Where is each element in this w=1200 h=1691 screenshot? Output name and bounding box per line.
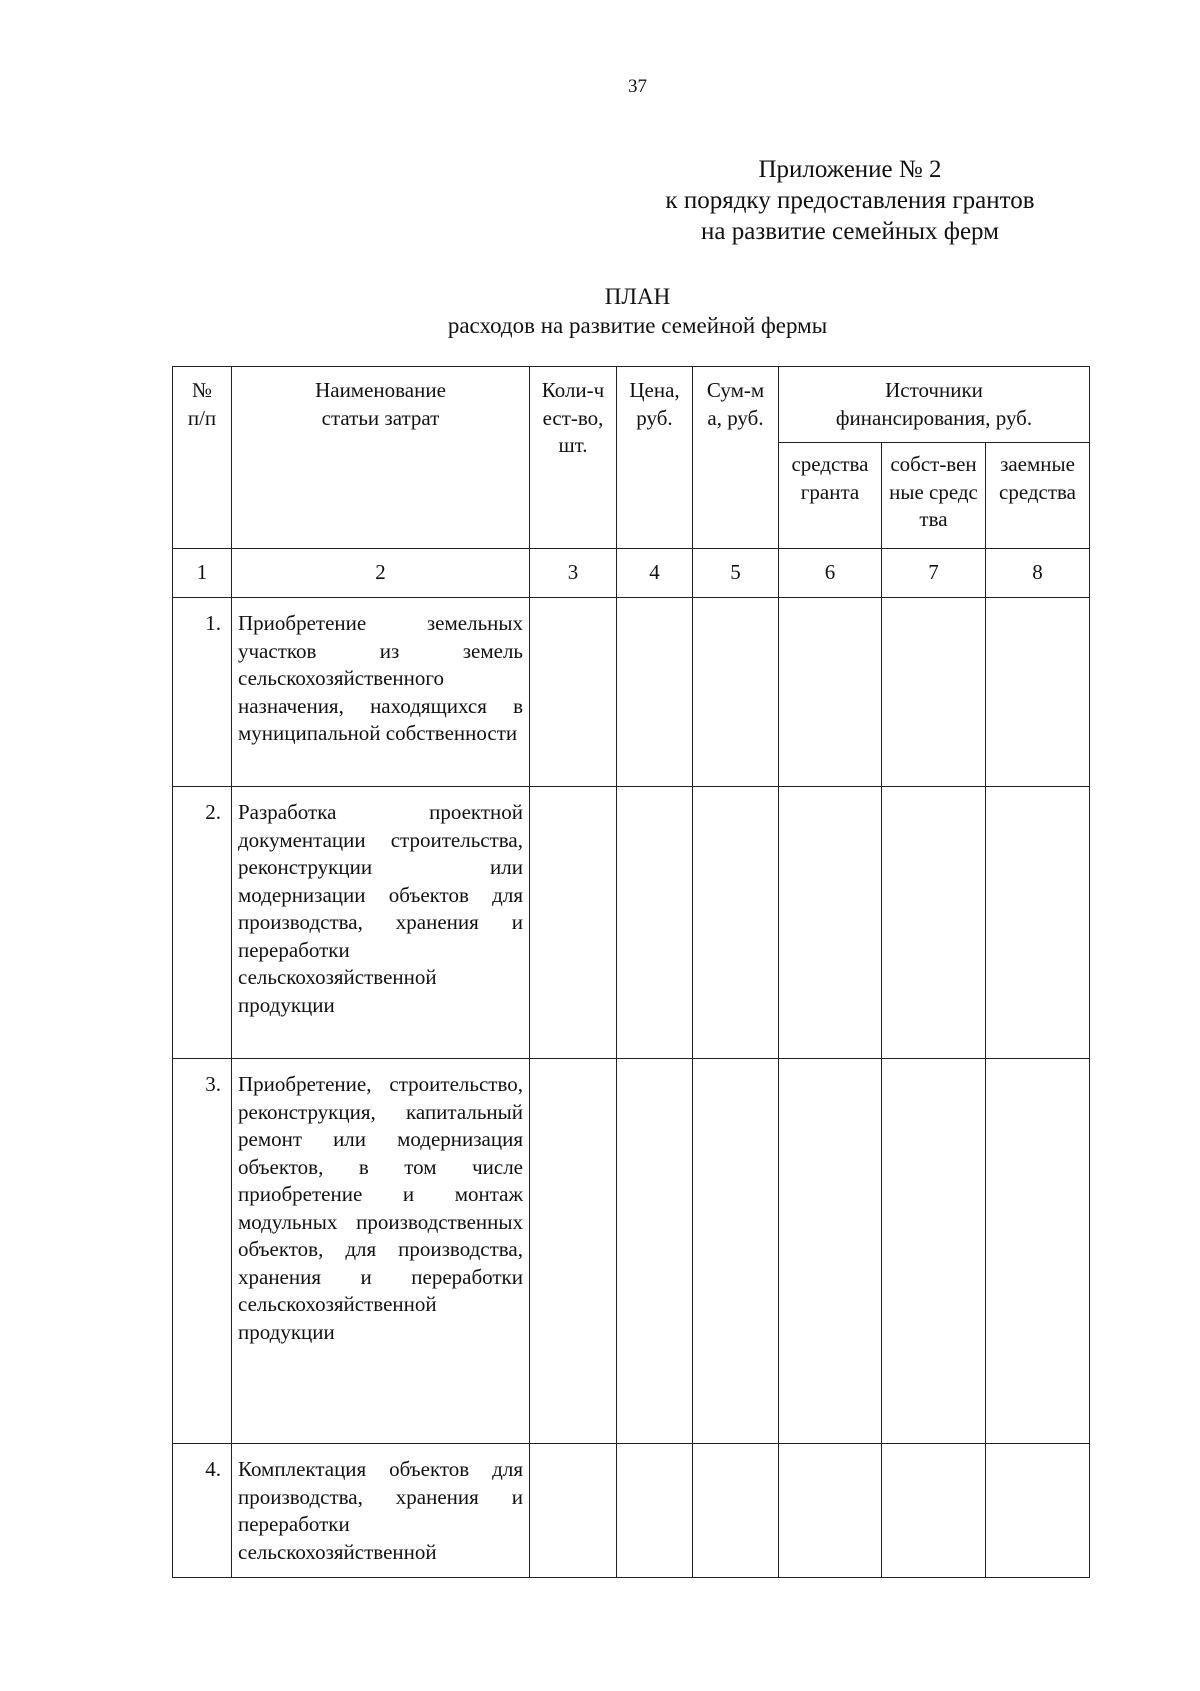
header-num: № п/п	[173, 367, 232, 549]
col-num-1: 1	[173, 549, 232, 598]
row-expense-name: Комплектация объектов для производства, хранения и переработки сельскохозяйственной	[232, 1444, 530, 1578]
row-expense-name: Приобретение земельных участков из земель сельскохозяйственного назначения, находящихся в муниципальной собственности	[232, 598, 530, 787]
table-row	[173, 787, 1090, 1059]
header-loan: заемные средства	[986, 443, 1090, 549]
cell-price	[617, 1059, 693, 1444]
cell-price	[617, 787, 693, 1059]
cell-sum	[693, 598, 779, 787]
col-num-4: 4	[617, 549, 693, 598]
header-qty: Коли-чест-во, шт.	[530, 367, 617, 549]
document-title	[0, 282, 1200, 340]
cell-qty	[530, 1059, 617, 1444]
cell-grant	[779, 1444, 882, 1578]
col-num-5: 5	[693, 549, 779, 598]
cell-qty	[530, 787, 617, 1059]
expense-plan-table	[172, 366, 1090, 1578]
cell-price	[617, 1444, 693, 1578]
cell-loan	[986, 1444, 1090, 1578]
header-price: Цена, руб.	[617, 367, 693, 549]
cell-grant	[779, 598, 882, 787]
plan-subtitle: расходов на развитие семейной фермы	[447, 313, 828, 338]
cell-loan	[986, 598, 1090, 787]
cell-own	[882, 1444, 986, 1578]
cell-sum	[693, 1059, 779, 1444]
table-row	[173, 1059, 1090, 1444]
cell-grant	[779, 787, 882, 1059]
header-sum: Сум-ма, руб.	[693, 367, 779, 549]
cell-grant	[779, 1059, 882, 1444]
header-own: собст-венные средства	[882, 443, 986, 549]
col-num-6: 6	[779, 549, 882, 598]
appendix-line-2: к порядку предоставления грантов	[665, 187, 1035, 214]
row-number: 3.	[173, 1059, 232, 1444]
col-num-3: 3	[530, 549, 617, 598]
cell-sum	[693, 787, 779, 1059]
column-numbers-row	[173, 549, 1090, 598]
col-num-2: 2	[232, 549, 530, 598]
row-expense-name: Разработка проектной документации строительства, реконструкции или модернизации объектов для производства, хранения и переработки сельскохозяйственной продукции	[232, 787, 530, 1059]
cell-price	[617, 598, 693, 787]
appendix-line-3: на развитие семейных ферм	[701, 218, 999, 245]
table-row	[173, 598, 1090, 787]
appendix-header	[600, 154, 1100, 247]
cell-own	[882, 787, 986, 1059]
cell-sum	[693, 1444, 779, 1578]
row-expense-name: Приобретение, строительство, реконструкция, капитальный ремонт или модернизация объектов, в том числе приобретение и монтаж модульных производственных объектов, для производства, хранения и переработки сельскохозяйственной продукции	[232, 1059, 530, 1444]
table-row	[173, 1444, 1090, 1578]
appendix-title: Приложение № 2	[758, 156, 942, 183]
cell-own	[882, 1059, 986, 1444]
cell-own	[882, 598, 986, 787]
header-name: Наименование статьи затрат	[232, 367, 530, 549]
row-number: 4.	[173, 1444, 232, 1578]
cell-qty	[530, 598, 617, 787]
plan-title: ПЛАН	[604, 284, 671, 309]
row-number: 1.	[173, 598, 232, 787]
cell-loan	[986, 1059, 1090, 1444]
cell-qty	[530, 1444, 617, 1578]
page-number: 37	[628, 76, 647, 97]
col-num-7: 7	[882, 549, 986, 598]
header-sources: Источники финансирования, руб.	[779, 367, 1090, 443]
row-number: 2.	[173, 787, 232, 1059]
header-grant: средства гранта	[779, 443, 882, 549]
col-num-8: 8	[986, 549, 1090, 598]
cell-loan	[986, 787, 1090, 1059]
